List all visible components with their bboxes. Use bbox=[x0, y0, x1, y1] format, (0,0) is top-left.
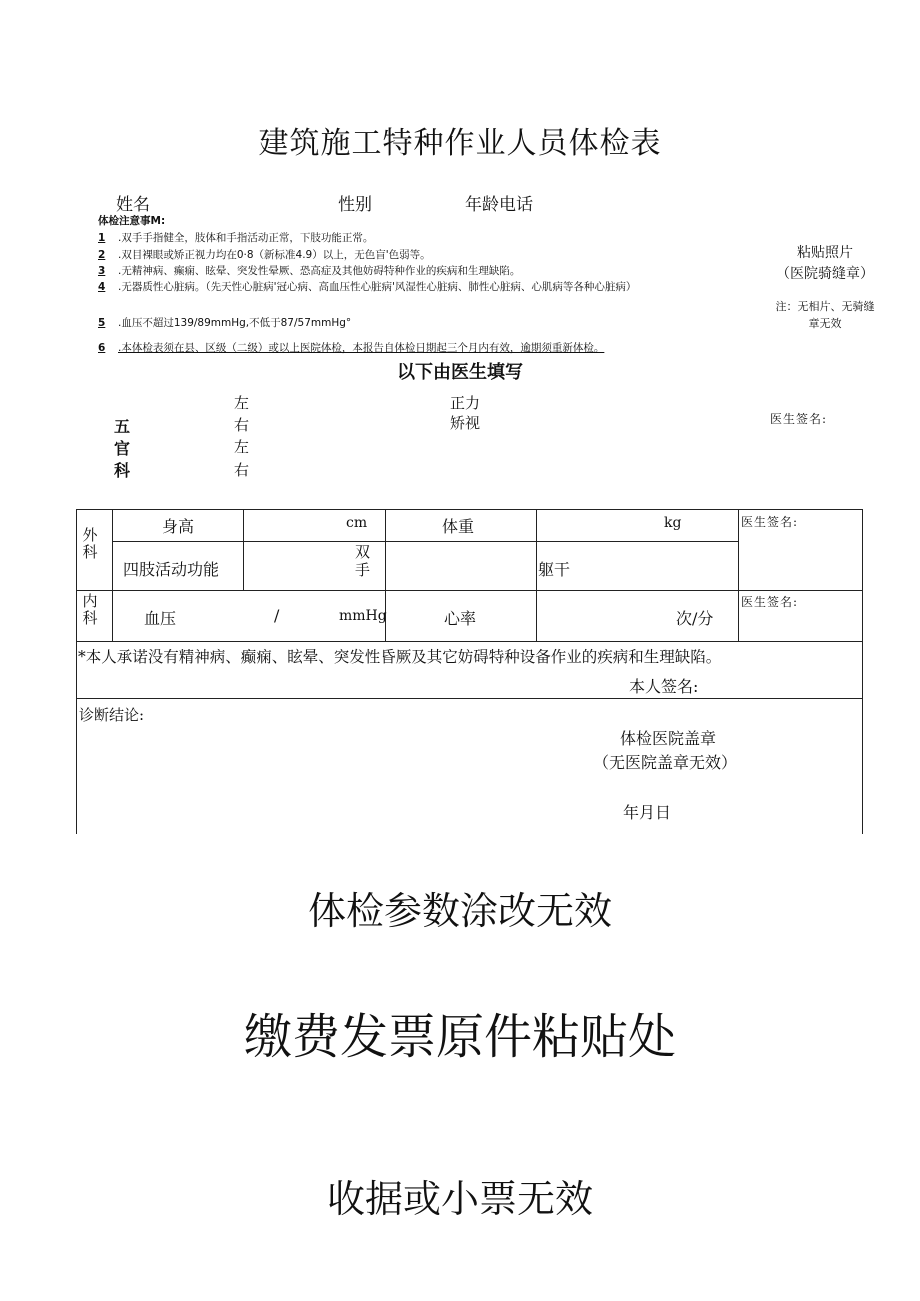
notice-text: .血压不超过139/89mmHg,不低于87/57mmHg° bbox=[118, 317, 352, 329]
form-title: 建筑施工特种作业人员体检表 bbox=[258, 126, 662, 161]
table-border bbox=[76, 698, 863, 699]
notice-text: .无器质性心脏病。（先天性心脏病'冠心病、高血压性心脏病'风湿性心脏病、肺性心脏病、心肌病等各种心脏病） bbox=[118, 281, 637, 293]
table-border bbox=[862, 509, 863, 834]
table-border bbox=[76, 509, 863, 510]
facial-dept-char: 官 bbox=[114, 439, 131, 458]
facial-right-1: 右 bbox=[234, 416, 250, 434]
facial-dept-label bbox=[114, 416, 130, 482]
photo-sub: （医院骑缝章） bbox=[776, 266, 874, 282]
bp-unit: mmHg bbox=[339, 608, 387, 624]
table-border bbox=[76, 641, 863, 642]
pledge-sign: 本人签名: bbox=[629, 677, 699, 696]
name-label: 姓名 bbox=[116, 195, 150, 215]
notice-item bbox=[98, 247, 431, 262]
limbs-label: 四肢活动功能 bbox=[123, 560, 220, 579]
bp-label: 血压 bbox=[144, 609, 177, 628]
table-border bbox=[243, 509, 244, 590]
internal-dept-char: 科 bbox=[82, 609, 98, 627]
notice-item bbox=[98, 315, 351, 330]
age-phone-label: 年龄电话 bbox=[465, 195, 533, 215]
table-border bbox=[76, 509, 77, 834]
notice-item bbox=[98, 279, 636, 294]
bp-separator: / bbox=[274, 606, 280, 625]
height-unit: cm bbox=[346, 515, 368, 531]
notice-num: 2 bbox=[98, 249, 106, 261]
surgery-dept-label bbox=[80, 527, 100, 561]
surgery-dept-char: 科 bbox=[82, 543, 98, 561]
notice-heading: 体检注意事M: bbox=[98, 215, 166, 227]
pledge-text: *本人承诺没有精神病、癫痫、眩晕、突发性昏厥及其它妨碍特种设备作业的疾病和生理缺陷。 bbox=[78, 648, 722, 666]
photo-note-line2: 章无效 bbox=[808, 317, 842, 330]
hands-label-b: 手 bbox=[355, 561, 371, 579]
notice-item bbox=[98, 263, 520, 278]
surgery-doctor-sign: 医生签名: bbox=[741, 515, 799, 529]
hands-label bbox=[355, 543, 370, 579]
notice-no-alteration: 体检参数涂改无效 bbox=[307, 889, 612, 933]
heart-rate-label: 心率 bbox=[444, 609, 477, 628]
notice-num: 6 bbox=[98, 342, 106, 354]
torso-label: 躯干 bbox=[538, 560, 571, 579]
notice-num: 4 bbox=[98, 281, 106, 293]
weight-unit: kg bbox=[664, 515, 682, 531]
table-border bbox=[76, 590, 863, 591]
notice-text: .双目裸眼或矫正视力均在0·8（新标准4.9）以上，无色盲'色弱等。 bbox=[118, 249, 431, 261]
height-label: 身高 bbox=[162, 517, 195, 536]
surgery-dept-char: 外 bbox=[82, 526, 98, 544]
notice-text: .无精神病、癫痫、眩晕、突发性晕厥、恐高症及其他妨碍特种作业的疾病和生理缺陷。 bbox=[118, 265, 521, 277]
vision-label-a: 正力 bbox=[450, 394, 481, 412]
notice-text: .双手手指健全，肢体和手指活动正常，下肢功能正常。 bbox=[118, 232, 374, 244]
conclusion-date: 年月日 bbox=[623, 803, 672, 822]
facial-dept-char: 五 bbox=[114, 417, 131, 436]
facial-left-2: 左 bbox=[234, 438, 250, 456]
table-border bbox=[112, 541, 739, 542]
gender-label: 性别 bbox=[338, 195, 372, 215]
internal-dept-label bbox=[80, 593, 100, 627]
doctor-fill-heading: 以下由医生填写 bbox=[397, 362, 523, 383]
table-border bbox=[112, 509, 113, 641]
hospital-stamp-label: 体检医院盖章 bbox=[620, 729, 717, 748]
weight-label: 体重 bbox=[442, 517, 475, 536]
table-border bbox=[738, 509, 739, 641]
notice-receipt-invalid: 收据或小票无效 bbox=[326, 1177, 593, 1221]
internal-doctor-sign: 医生签名: bbox=[741, 595, 799, 609]
notice-text: .本体检表须在县、区级（二级）或以上医院体检，本报告自体检日期起三个月内有效，逾期须重新体检。 bbox=[118, 342, 605, 354]
conclusion-label: 诊断结论: bbox=[79, 706, 145, 724]
notice-num: 3 bbox=[98, 265, 106, 277]
notice-item bbox=[98, 340, 604, 355]
notice-num: 1 bbox=[98, 232, 106, 244]
hands-label-a: 双 bbox=[355, 543, 371, 561]
vision-label-b: 矫视 bbox=[450, 414, 481, 432]
table-border bbox=[536, 509, 537, 641]
hospital-stamp-note: （无医院盖章无效） bbox=[593, 753, 738, 772]
notice-num: 5 bbox=[98, 317, 106, 329]
facial-right-2: 右 bbox=[234, 461, 250, 479]
facial-dept-char: 科 bbox=[114, 461, 131, 480]
photo-note-line1: 注：无相片、无骑缝 bbox=[775, 300, 875, 313]
notice-item bbox=[98, 230, 373, 245]
internal-dept-char: 内 bbox=[82, 592, 98, 610]
invoice-paste-area: 缴费发票原件粘贴处 bbox=[243, 1009, 676, 1065]
heart-rate-unit: 次/分 bbox=[676, 609, 714, 628]
photo-label: 粘贴照片 bbox=[797, 245, 853, 261]
facial-doctor-sign: 医生签名: bbox=[770, 412, 828, 426]
facial-left-1: 左 bbox=[234, 394, 250, 412]
